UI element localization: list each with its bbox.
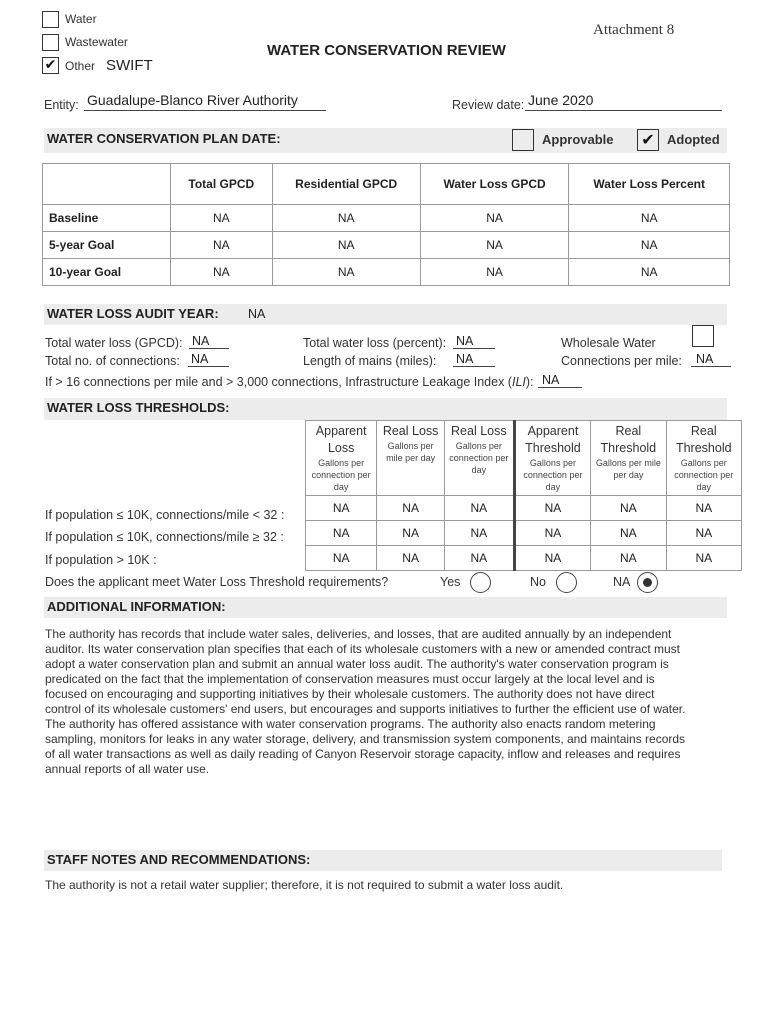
review-date-label: Review date: bbox=[452, 98, 525, 112]
na-label: NA bbox=[613, 575, 631, 589]
table-cell[interactable]: NA bbox=[666, 496, 741, 521]
threshold-row-label: If population > 10K : bbox=[45, 553, 157, 567]
total-loss-percent-value[interactable]: NA bbox=[456, 334, 474, 348]
approvable-label: Approvable bbox=[542, 132, 614, 147]
paragraph-line: sampling, monitors for leaks in any water storage, delivery, and transmission system components, and maintains records bbox=[45, 732, 686, 746]
connections-per-mile-value[interactable]: NA bbox=[696, 352, 714, 366]
table-row bbox=[43, 232, 730, 259]
wastewater-checkbox[interactable] bbox=[42, 34, 59, 51]
paragraph-line: adopt a water conservation plan and submit an annual water loss audit. The authority's water conservation program is bbox=[45, 657, 669, 671]
other-checkbox[interactable]: ✔ bbox=[42, 57, 59, 74]
thresholds-header-row bbox=[306, 421, 742, 496]
goals-header-total-gpcd: Total GPCD bbox=[171, 164, 273, 205]
goals-header-row bbox=[43, 164, 730, 205]
total-loss-gpcd-value[interactable]: NA bbox=[192, 334, 210, 348]
connections-per-mile-underline bbox=[691, 366, 731, 367]
thresholds-table bbox=[305, 420, 742, 571]
table-cell[interactable]: NA bbox=[444, 521, 514, 546]
staff-notes-text: The authority is not a retail water supplier; therefore, it is not required to submit a water loss audit. bbox=[45, 878, 564, 892]
paragraph-line: The authority has records that include water sales, deliveries, and losses, that are audited annually by an independent bbox=[45, 627, 672, 641]
water-checkbox[interactable] bbox=[42, 11, 59, 28]
table-cell[interactable]: NA bbox=[569, 205, 730, 232]
table-row bbox=[43, 259, 730, 286]
additional-info-band bbox=[44, 597, 727, 618]
other-value: SWIFT bbox=[106, 57, 153, 74]
staff-notes-band bbox=[44, 850, 722, 871]
goals-header-blank bbox=[43, 164, 171, 205]
table-cell[interactable]: NA bbox=[591, 521, 666, 546]
approvable-checkbox[interactable] bbox=[512, 129, 534, 151]
table-cell[interactable]: NA bbox=[569, 259, 730, 286]
no-radio[interactable] bbox=[556, 572, 577, 593]
table-cell[interactable]: NA bbox=[171, 259, 273, 286]
goals-header-water-loss-gpcd: Water Loss GPCD bbox=[420, 164, 569, 205]
yes-label: Yes bbox=[440, 575, 461, 589]
ili-value[interactable]: NA bbox=[542, 373, 560, 387]
na-radio-selected-dot bbox=[643, 578, 652, 587]
row-label: Baseline bbox=[43, 205, 171, 232]
entity-value[interactable]: Guadalupe-Blanco River Authority bbox=[87, 92, 298, 108]
threshold-row-label: If population ≤ 10K, connections/mile < 32 : bbox=[45, 508, 285, 522]
table-cell[interactable]: NA bbox=[514, 546, 590, 571]
threshold-col-apparent-threshold: Apparent Threshold Gallons per connection per day bbox=[514, 421, 590, 496]
table-row bbox=[306, 521, 742, 546]
wastewater-label: Wastewater bbox=[65, 35, 128, 49]
length-mains-value[interactable]: NA bbox=[456, 352, 474, 366]
thresholds-band bbox=[44, 398, 727, 420]
table-cell[interactable]: NA bbox=[420, 232, 569, 259]
total-loss-percent-underline bbox=[453, 348, 495, 349]
table-cell[interactable]: NA bbox=[171, 205, 273, 232]
threshold-col-real-threshold-mile: Real Threshold Gallons per mile per day bbox=[591, 421, 666, 496]
table-cell[interactable]: NA bbox=[306, 546, 377, 571]
review-date-value[interactable]: June 2020 bbox=[528, 92, 594, 108]
total-loss-percent-label: Total water loss (percent): bbox=[303, 336, 447, 350]
paragraph-line: annual reports of all water use. bbox=[45, 762, 210, 776]
paragraph-line: The authority has offered assistance with water conservation programs. The authority also enacts random metering bbox=[45, 717, 656, 731]
total-connections-label: Total no. of connections: bbox=[45, 354, 180, 368]
additional-info-label: ADDITIONAL INFORMATION: bbox=[47, 599, 226, 614]
table-cell[interactable]: NA bbox=[272, 259, 420, 286]
table-row bbox=[43, 205, 730, 232]
table-cell[interactable]: NA bbox=[377, 546, 445, 571]
length-mains-underline bbox=[453, 366, 495, 367]
review-date-underline bbox=[525, 110, 722, 111]
wholesale-label: Wholesale Water bbox=[561, 336, 656, 350]
goals-header-water-loss-percent: Water Loss Percent bbox=[569, 164, 730, 205]
table-cell[interactable]: NA bbox=[306, 521, 377, 546]
adopted-checkbox[interactable]: ✔ bbox=[637, 129, 659, 151]
table-cell[interactable]: NA bbox=[377, 521, 445, 546]
wholesale-checkbox[interactable] bbox=[692, 325, 714, 347]
total-connections-underline bbox=[188, 366, 229, 367]
audit-year-value[interactable]: NA bbox=[248, 307, 266, 321]
staff-notes-label: STAFF NOTES AND RECOMMENDATIONS: bbox=[47, 852, 311, 867]
total-loss-gpcd-label: Total water loss (GPCD): bbox=[45, 336, 183, 350]
table-row bbox=[306, 546, 742, 571]
threshold-question: Does the applicant meet Water Loss Threshold requirements? bbox=[45, 575, 389, 589]
table-cell[interactable]: NA bbox=[272, 232, 420, 259]
table-cell[interactable]: NA bbox=[420, 205, 569, 232]
connections-per-mile-label: Connections per mile: bbox=[561, 354, 682, 368]
plan-date-band bbox=[44, 128, 727, 153]
entity-underline bbox=[84, 110, 326, 111]
table-cell[interactable]: NA bbox=[666, 546, 741, 571]
table-cell[interactable]: NA bbox=[420, 259, 569, 286]
goals-header-residential-gpcd: Residential GPCD bbox=[272, 164, 420, 205]
total-loss-gpcd-underline bbox=[189, 348, 229, 349]
additional-info-text bbox=[45, 627, 725, 777]
table-cell[interactable]: NA bbox=[377, 496, 445, 521]
yes-radio[interactable] bbox=[470, 572, 491, 593]
row-label: 5-year Goal bbox=[43, 232, 171, 259]
table-cell[interactable]: NA bbox=[514, 496, 590, 521]
table-row bbox=[306, 496, 742, 521]
ili-underline bbox=[538, 387, 582, 388]
no-label: No bbox=[530, 575, 546, 589]
water-label: Water bbox=[65, 12, 97, 26]
table-cell[interactable]: NA bbox=[569, 232, 730, 259]
table-cell[interactable]: NA bbox=[272, 205, 420, 232]
total-connections-value[interactable]: NA bbox=[191, 352, 209, 366]
thresholds-label: WATER LOSS THRESHOLDS: bbox=[47, 400, 230, 415]
threshold-col-real-loss-connection: Real Loss Gallons per connection per day bbox=[444, 421, 514, 496]
na-radio[interactable] bbox=[637, 572, 658, 593]
paragraph-line: auditor. Its water conservation plan specifies that each of its wholesale customers with a new or amended contract must bbox=[45, 642, 680, 656]
threshold-col-real-loss-mile: Real Loss Gallons per mile per day bbox=[377, 421, 445, 496]
goals-table bbox=[42, 163, 730, 286]
length-mains-label: Length of mains (miles): bbox=[303, 354, 437, 368]
threshold-row-label: If population ≤ 10K, connections/mile ≥ 32 : bbox=[45, 530, 284, 544]
table-cell[interactable]: NA bbox=[666, 521, 741, 546]
table-cell[interactable]: NA bbox=[444, 546, 514, 571]
paragraph-line: focused on encouraging and supporting initiatives by their wholesale customers. The authority does not have direct bbox=[45, 687, 655, 701]
other-label: Other bbox=[65, 59, 96, 73]
paragraph-line: of all water transactions as well as daily reading of Canyon Reservoir storage capacity, inflow and releases and requires bbox=[45, 747, 681, 761]
table-cell[interactable]: NA bbox=[171, 232, 273, 259]
threshold-col-real-threshold-connection: Real Threshold Gallons per connection per day bbox=[666, 421, 741, 496]
table-cell[interactable]: NA bbox=[591, 546, 666, 571]
attachment-label: Attachment 8 bbox=[593, 22, 675, 38]
table-cell[interactable]: NA bbox=[306, 496, 377, 521]
table-cell[interactable]: NA bbox=[444, 496, 514, 521]
page-title: WATER CONSERVATION REVIEW bbox=[267, 42, 506, 59]
ili-label: If > 16 connections per mile and > 3,000 connections, Infrastructure Leakage Index (ILI): bbox=[45, 375, 534, 389]
audit-year-label: WATER LOSS AUDIT YEAR: bbox=[47, 306, 219, 321]
adopted-label: Adopted bbox=[667, 132, 720, 147]
table-cell[interactable]: NA bbox=[514, 521, 590, 546]
threshold-col-apparent-loss: Apparent Loss Gallons per connection per day bbox=[306, 421, 377, 496]
entity-label: Entity: bbox=[44, 98, 79, 112]
plan-date-label: WATER CONSERVATION PLAN DATE: bbox=[47, 131, 281, 146]
row-label: 10-year Goal bbox=[43, 259, 171, 286]
paragraph-line: control of its wholesale customers' end users, but encourages and supports initiatives to further the efficient use of water. bbox=[45, 702, 686, 716]
audit-year-band bbox=[44, 304, 727, 325]
paragraph-line: predicated on the fact that the implementation of conservation measures must occur largely at the local level and is bbox=[45, 672, 655, 686]
table-cell[interactable]: NA bbox=[591, 496, 666, 521]
